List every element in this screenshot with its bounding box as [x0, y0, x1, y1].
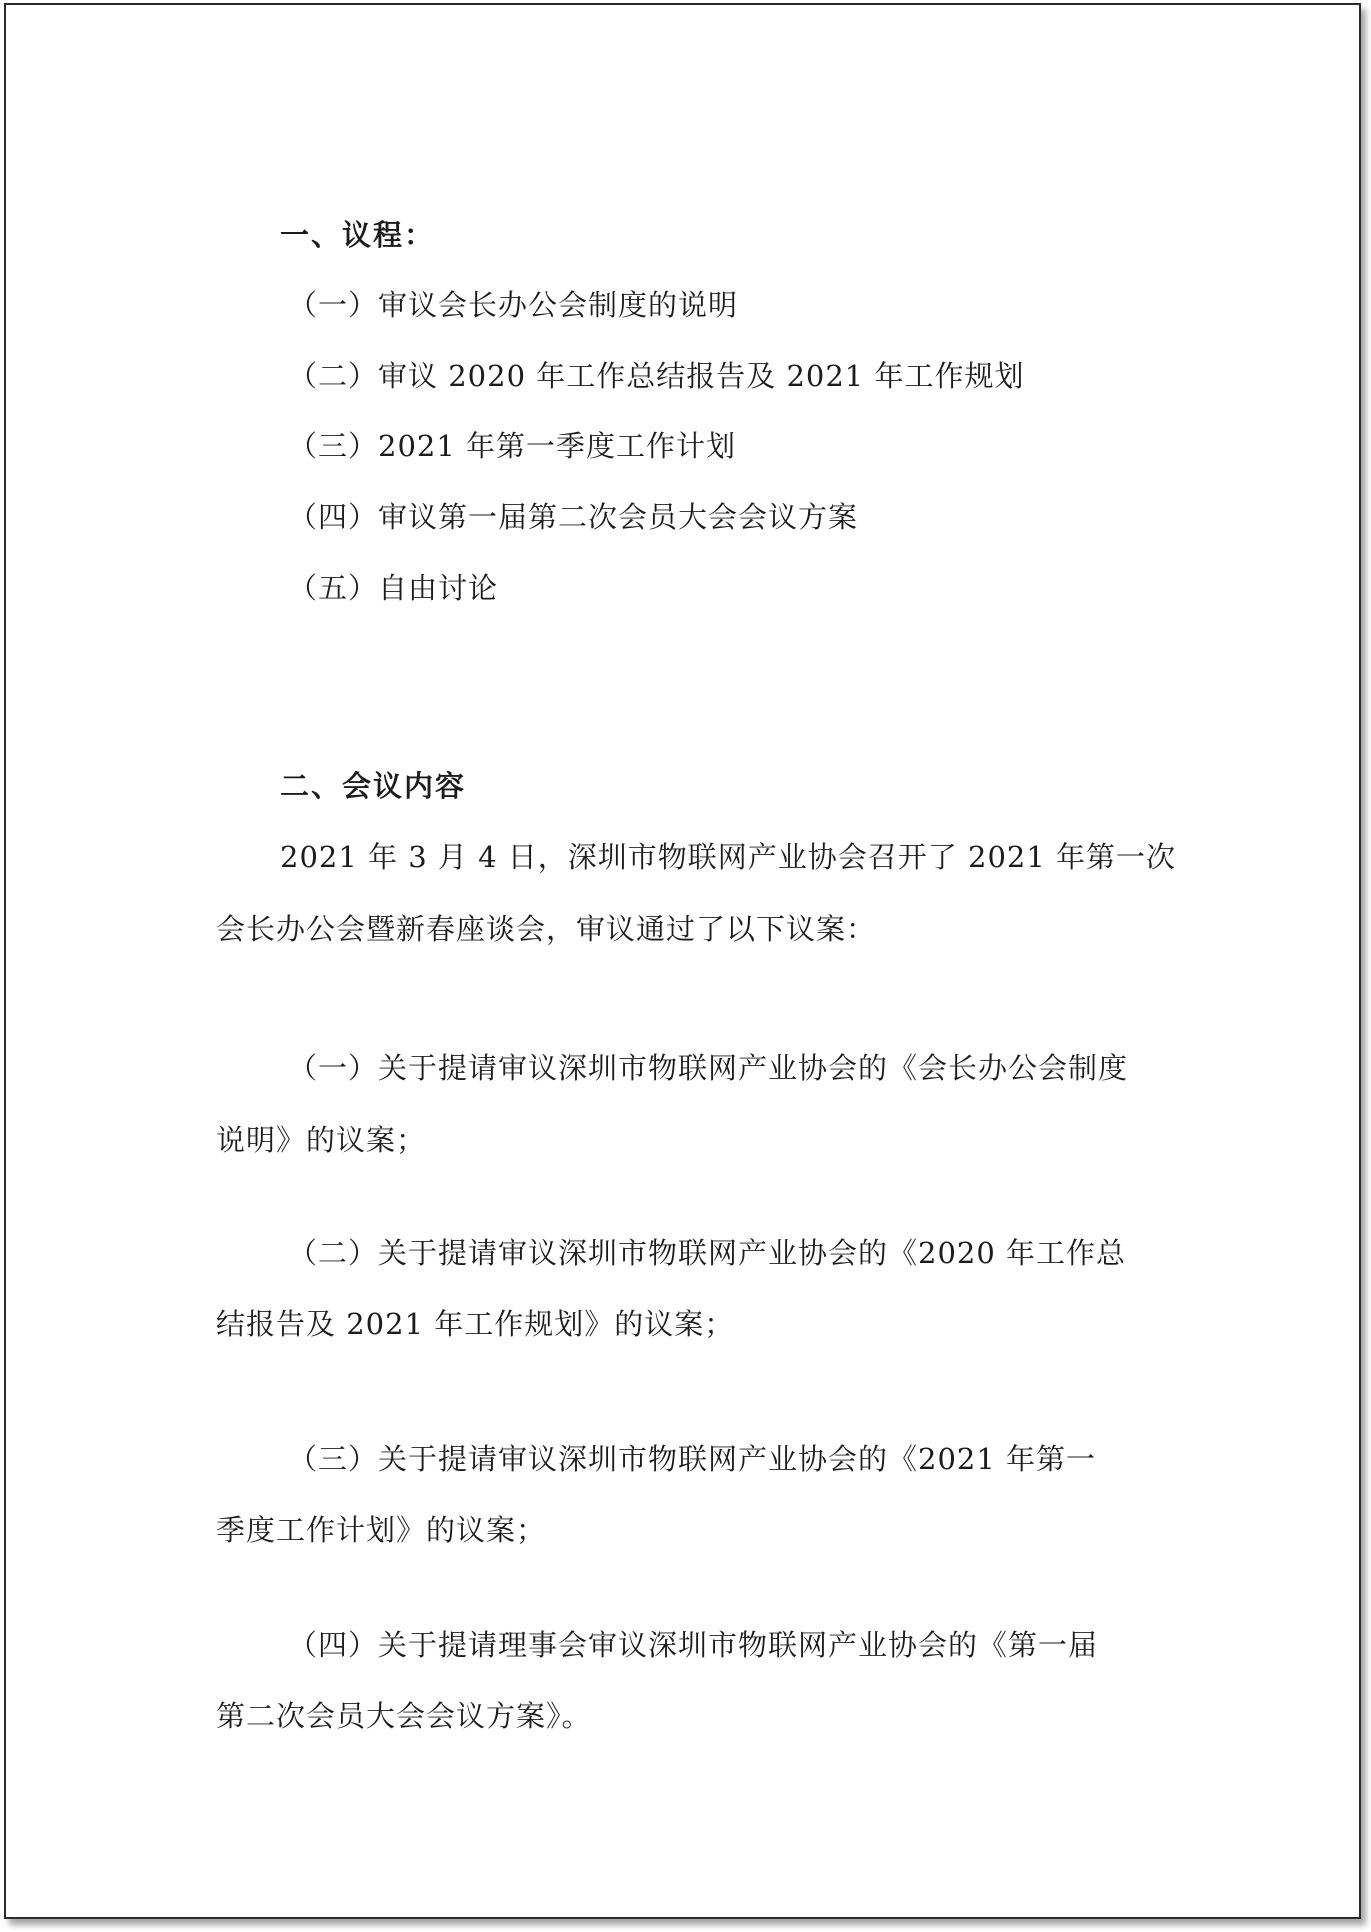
motion-line: 说明》的议案； — [216, 1123, 427, 1157]
agenda-heading: 一、议程： — [280, 218, 436, 252]
motion-line: 季度工作计划》的议案； — [216, 1513, 547, 1547]
motion-line: （二）关于提请审议深圳市物联网产业协会的《2020 年工作总 — [288, 1236, 1127, 1270]
content-heading: 二、会议内容 — [280, 769, 467, 803]
document-page — [4, 3, 1361, 1919]
intro-line: 会长办公会暨新春座谈会，审议通过了以下议案： — [216, 912, 877, 946]
agenda-item: （五）自由讨论 — [288, 571, 499, 605]
agenda-item: （一）审议会长办公会制度的说明 — [288, 288, 739, 322]
agenda-item: （三）2021 年第一季度工作计划 — [288, 429, 737, 463]
motion-line: 结报告及 2021 年工作规划》的议案； — [216, 1307, 735, 1341]
motion-line: （三）关于提请审议深圳市物联网产业协会的《2021 年第一 — [288, 1442, 1097, 1476]
agenda-item: （四）审议第一届第二次会员大会会议方案 — [288, 500, 859, 534]
motion-line: 第二次会员大会会议方案》。 — [216, 1699, 592, 1733]
motion-line: （一）关于提请审议深圳市物联网产业协会的《会长办公会制度 — [288, 1051, 1129, 1085]
motion-line: （四）关于提请理事会审议深圳市物联网产业协会的《第一届 — [288, 1628, 1099, 1662]
agenda-item: （二）审议 2020 年工作总结报告及 2021 年工作规划 — [288, 359, 1025, 393]
intro-line: 2021 年 3 月 4 日，深圳市物联网产业协会召开了 2021 年第一次 — [280, 840, 1177, 874]
